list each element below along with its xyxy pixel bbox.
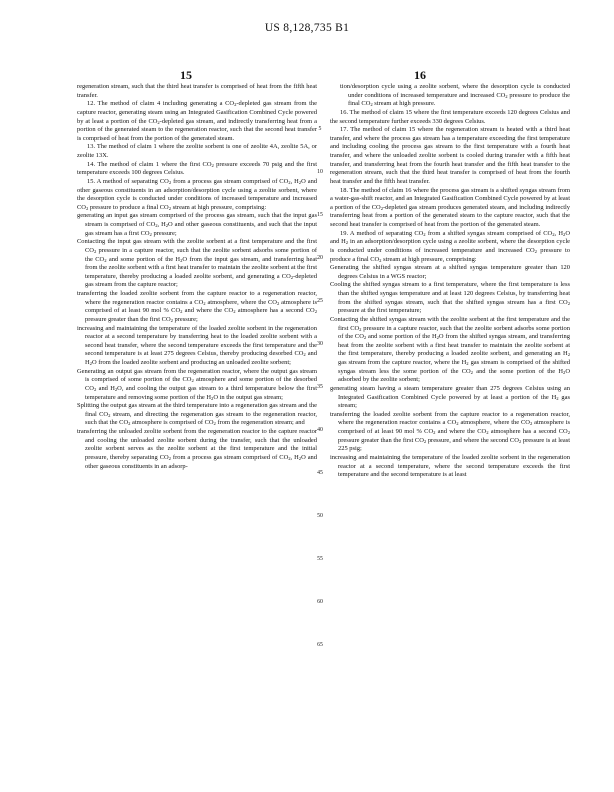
claim-18: 18. The method of claim 16 where the process gas stream is a shifted syngas stream from a water-gas-shift reactor, and an Integrated Gasification Combined Cycle powered by at least a portion of the $CO_2$-depleted gas stream produces generated steam, and including indirectly transferring heat from a portion of the generated steam to the capture reactor, such that the second heat transfer is comprised of heat from the portion of the generated steam. [330, 186, 571, 228]
claim-15-step-output-gas: Generating an output gas stream from the regeneration reactor, where the output gas stream is comprised of some portion of the $CO_2$ atmosphere and some portion of the desorbed $CO_2$ and $H_2O$, and cooling the output gas stream to a third temperature below the first temperature and removing some portion of the $H_2O$ in the output gas stream; [77, 367, 318, 402]
claim-15-step-splitting: Splitting the output gas stream at the third temperature into a regeneration gas stream and the final $CO_2$ stream, and directing the regeneration gas stream to the regeneration reactor, such that the $CO_2$ atmosphere is comprised of $CO_2$ from the regeneration stream; and [77, 402, 317, 428]
line-number: 30 [317, 341, 323, 347]
claim-15-intro: 15. A method of separating $CO_2$ from a process gas stream comprised of $CO_2$, $H_2O$ and other gaseous constituents in an adsorption/desorption cycle using a zeolite sorbent, where the desorption cycle is conducted under conditions of increased temperature and increased $CO_2$ pressure to produce a final $CO_2$ stream at high pressure, comprising: [77, 177, 318, 212]
line-number: 65 [317, 642, 323, 648]
line-number: 15 [317, 212, 323, 218]
line-number: 10 [317, 169, 323, 175]
patent-number: US 8,128,735 B1 [264, 22, 350, 34]
line-number: 35 [317, 384, 323, 390]
line-number: 5 [318, 126, 322, 132]
right-column [330, 83, 570, 480]
right-column-number: 16 [414, 68, 426, 82]
line-number: 40 [317, 427, 323, 433]
claim-15-step-increasing-temperature: increasing and maintaining the temperature of the loaded zeolite sorbent in the regeneration reactor at a second temperature by transferring heat to the loaded zeolite sorbent with a second heat transfer, where the second temperature exceeds the first temperature and the second temperature is at least 275 degrees Celsius, thereby producing desorbed $CO_2$ and $H_2O$ from the loaded zeolite sorbent and producing an unloaded zeolite sorbent; [77, 324, 317, 368]
right-intro-paragraph: tion/desorption cycle using a zeolite sorbent, where the desorption cycle is conducted under conditions of increased temperature and increased $CO_2$ pressure to produce the final $CO_2$ stream at high pressure. [340, 83, 570, 109]
claim-14: 14. The method of claim 1 where the first $CO_2$ pressure exceeds 70 psig and the first temperature exceeds 100 degrees Celsius. [77, 160, 317, 177]
claim-16: 16. The method of claim 15 where the first temperature exceeds 120 degrees Celsius and the second temperature further exceeds 330 degrees Celsius. [330, 108, 570, 125]
line-number: 50 [317, 513, 323, 519]
claim-19-step-generating-syngas: Generating the shifted syngas stream at a shifted syngas temperature greater than 120 degrees Celsius in a WGS reactor; [330, 264, 570, 280]
line-number: 20 [317, 255, 323, 261]
claim-15-step-contacting: Contacting the input gas stream with the zeolite sorbent at a first temperature and the first $CO_2$ pressure in a capture reactor, such that the zeolite sorbent adsorbs some portion of the $CO_2$ and some portion of the $H_2O$ from the input gas stream, and transferring heat from the zeolite sorbent with a first heat transfer to maintain the zeolite sorbent at the first temperature, thereby producing a loaded zeolite sorbent, and generating a $CO_2$-depleted gas stream from the capture reactor; [77, 238, 318, 289]
left-intro-paragraph: regeneration stream, such that the third heat transfer is comprised of heat from the fifth heat transfer. [77, 83, 317, 99]
claim-19-step-contacting: Contacting the shifted syngas stream with the zeolite sorbent at the first temperature and the first $CO_2$ pressure in a capture reactor, such that the zeolite sorbent adsorbs some portion of the $CO_2$ and some portion of the $H_2O$ from the shifted syngas stream, and transferring heat from the zeolite sorbent with a first heat transfer to maintain the zeolite sorbent at the first temperature, thereby producing a loaded zeolite sorbent, and generating an $H_2$ gas stream from the capture reactor, where the $H_2$ gas stream is comprised of the shifted syngas stream less the some portion of the $CO_2$ and the some portion of the $H_2O$ adsorbed by the zeolite sorbent; [330, 315, 570, 384]
claim-19-step-transferring-loaded: transferring the loaded zeolite sorbent from the capture reactor to a regeneration reactor, where the regeneration reactor contains a $CO_2$ atmosphere, where the $CO_2$ atmosphere is comprised of at least 90 mol % $CO_2$ and where the $CO_2$ atmosphere has a second $CO_2$ pressure greater than the first $CO_2$ pressure, and where the second $CO_2$ pressure is at least 225 psig; [330, 410, 570, 453]
claim-15-step-transferring-loaded: transferring the loaded zeolite sorbent from the capture reactor to a regeneration reactor, where the regeneration reactor contains a $CO_2$ atmosphere, where the $CO_2$ atmosphere is comprised of at least 90 mol % $CO_2$ and where the $CO_2$ atmosphere has a second $CO_2$ pressure greater than the first $CO_2$ pressure; [77, 290, 317, 325]
left-column-number: 15 [180, 68, 192, 82]
claim-15-step-transferring-unloaded: transferring the unloaded zeolite sorbent from the regeneration reactor to the capture reactor and cooling the unloaded zeolite sorbent during the transfer, such that the unloaded zeolite sorbent serves as the zeolite sorbent at the first temperature and the initial pressure, thereby separating $CO_2$ from a process gas stream comprised of $CO_2$, $H_2O$ and other gaseous constituents in an adsorp- [77, 428, 317, 470]
line-number: 60 [317, 599, 323, 605]
claim-19-intro: 19. A method of separating $CO_2$ from a shifted syngas stream comprised of $CO_2$, $H_2O$ and $H_2$ in an adsorption/desorption cycle using a zeolite sorbent, where the desorption cycle is conducted under conditions of increased temperature and increased $CO_2$ pressure to produce a final $CO_2$ stream at high pressure, comprising: [330, 229, 570, 264]
line-number: 45 [317, 470, 323, 476]
line-number: 25 [317, 298, 323, 304]
left-column [77, 83, 317, 471]
line-number: 55 [317, 556, 323, 562]
claim-15-step-generating-input: generating an input gas stream comprised of the process gas stream, such that the input gas stream is comprised of $CO_2$, $H_2O$ and other gaseous constituents, and such that the input gas stream has a first $CO_2$ pressure; [77, 212, 317, 238]
claim-19-step-increasing-temperature: increasing and maintaining the temperature of the loaded zeolite sorbent in the regeneration reactor at a second temperature, where the second temperature exceeds the first temperature and the second temperature is at least [330, 453, 570, 479]
claim-19-step-cooling: Cooling the shifted syngas stream to a first temperature, where the first temperature is less than the shifted syngas temperature and at least 120 degrees Celsius, by transferring heat from the shifted syngas stream, such that the shifted syngas stream has a first $CO_2$ pressure at the first temperature; [330, 281, 570, 315]
claim-17: 17. The method of claim 15 where the regeneration stream is heated with a third heat transfer, and where the process gas stream has a temperature exceeding the first temperature and including cooling the process gas stream to the first temperature with a fourth heat transfer, and where the unloaded zeolite sorbent is cooled during transfer with a fifth heat transfer, and transferring heat from the fourth heat transfer and the fifth heat transfer to the regeneration stream, such that the third heat transfer is comprised of heat from the fourth heat transfer and the fifth heat transfer. [330, 126, 570, 185]
claim-12: 12. The method of claim 4 including generating a $CO_2$-depleted gas stream from the capture reactor, generating steam using an Integrated Gasification Combined Cycle powered by at least a portion of the $CO_2$-depleted gas stream, and indirectly transferring heat from a portion of the generated steam to the regeneration reactor, such that the second heat transfer is comprised of heat from the portion of the generated steam. [77, 100, 317, 142]
claim-13: 13. The method of claim 1 where the zeolite sorbent is one of zeolite 4A, zeolite 5A, or zeolite 13X. [77, 143, 317, 159]
claim-19-step-generating-steam: generating steam having a steam temperature greater than 275 degrees Celsius using an Integrated Gasification Combined Cycle powered by at least a portion of the $H_2$ gas stream; [330, 384, 570, 410]
